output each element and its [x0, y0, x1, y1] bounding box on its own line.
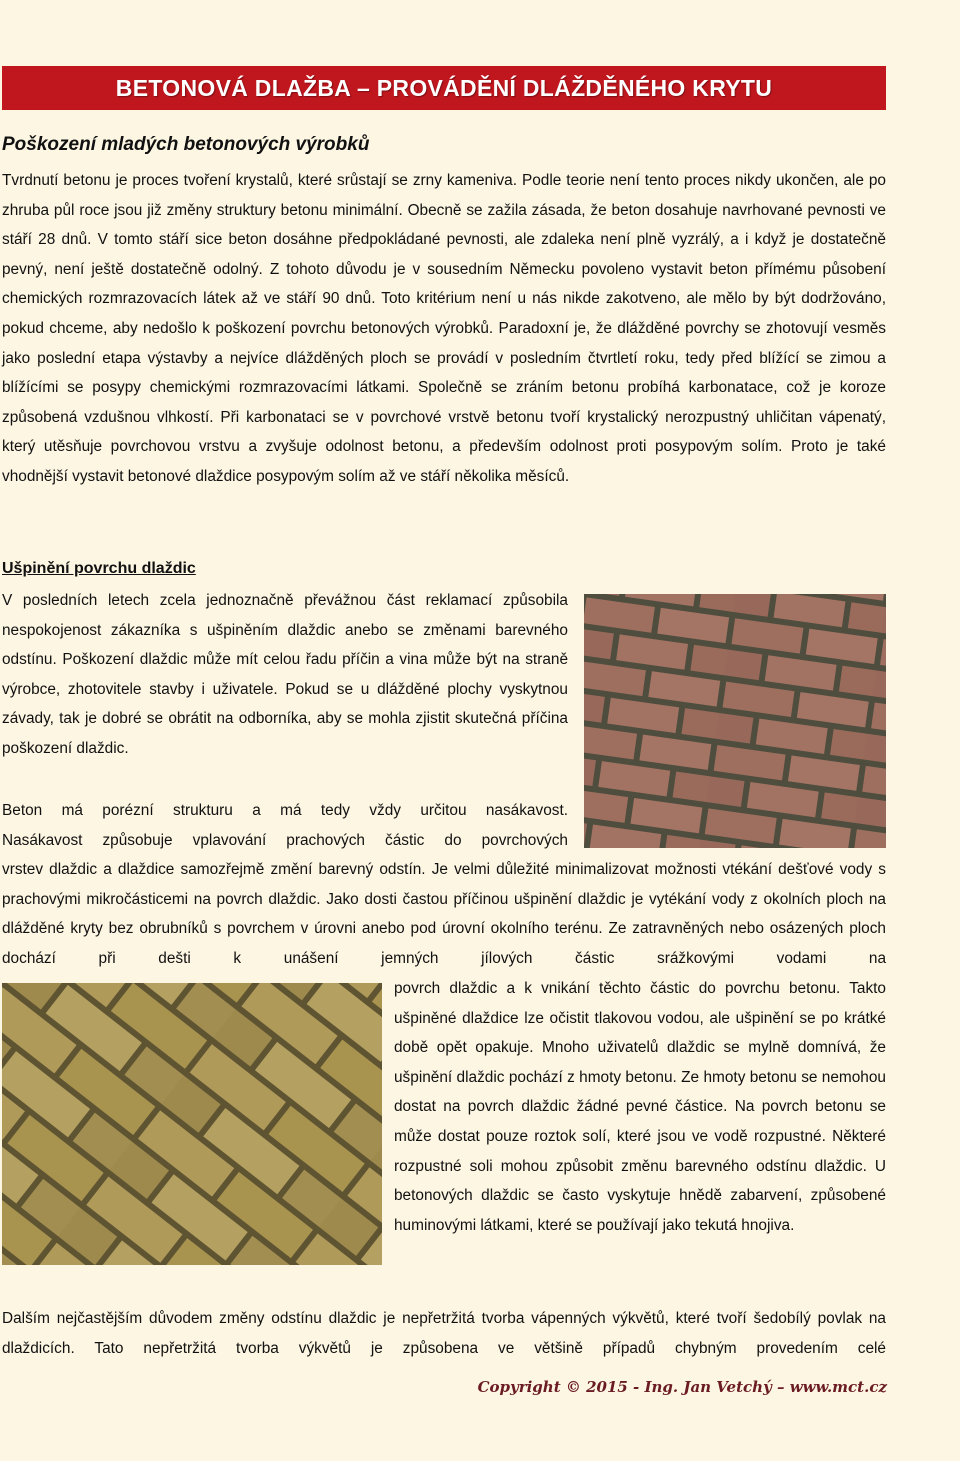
footer-copyright: Copyright © 2015 - Ing. Jan Vetchý – www.mct.cz	[477, 1378, 887, 1396]
yellow-paving-photo	[2, 983, 382, 1265]
paragraph-porosity-start	[2, 796, 568, 855]
section-heading-damage: Poškození mladých betonových výrobků	[2, 134, 370, 155]
porosity-line-2: Nasákavost způsobuje vplavování prachových částic do povrchových	[2, 831, 568, 849]
porosity-line-1: Beton má porézní strukturu a má tedy vždy určitou nasákavost.	[2, 802, 568, 819]
paragraph-complaints: V posledních letech zcela jednoznačně převážnou část reklamací způsobila nespokojenost zákazníka s ušpiněním dlaždic anebo se změnami barevného odstínu. Poškození dlaždic může mít celou řadu příčin a vina může být na straně výrobce, zhotovitele stavby i uživatele. Pokud se u dlážděné plochy vyskytnou závady, tak je dobré se obrátit na odborníka, aby se mohla zjistit skutečná příčina poškození dlaždic.	[2, 592, 568, 757]
paragraph-porosity-full: vrstev dlaždic a dlaždice samozřejmě změní barevný odstín. Je velmi důležité minimalizovat možnosti vtékání dešťové vody s prachovými mikročásticemi na povrch dlaždic. Jako dosti častou příčinou ušpinění dlaždic je vytékání vody z okolních ploch na dlážděné kryty bez obrubníků s povrchem v úrovni anebo pod úrovní okolního terénu. Ze zatravněných nebo osázených ploch dochází při dešti k unášení jemných jílových částic srážkovými vodami na	[2, 861, 886, 967]
title-banner	[2, 66, 886, 110]
paragraph-hardening: Tvrdnutí betonu je proces tvoření krystalů, které srůstají se zrny kameniva. Podle teorie není tento proces nikdy ukončen, ale po zhruba půl roce jsou již změny struktury betonu minimální. Obecně se zažila zásada, že beton dosahuje navrhované pevnosti ve stáří 28 dnů. V tomto stáří sice beton dosáhne předpokládané pevnosti, ale zdaleka není plně vyzrálý, a i když je dostatečně pevný, není ještě dostatečně odolný. Z tohoto důvodu je v sousedním Německu povoleno vystavit beton přímému působení chemických rozmrazovacích látek až ve stáří 90 dnů. Toto kritérium není u nás nikde zakotveno, ale mělo by být dodržováno, pokud chceme, aby nedošlo k poškození povrchu betonových výrobků. Paradoxní je, že dlážděné povrchy se zhotovují vesměs jako poslední etapa výstavby a nejvíce dlážděných ploch se provádí v posledním čtvrtletí roku, tedy před blížící se zimou a blížícími se posypy chemickými rozmrazovacími látkami. Společně se zráním betonu probíhá karbonatace, což je koroze způsobená vzdušnou vlhkostí. Při karbonataci se v povrchové vrstvě betonu tvoří krystalický nerozpustný uhličitan vápenatý, který utěsňuje povrchovou vrstvu a zvyšuje odolnost betonu, a především odolnost proti posypovým solím. Proto je také vhodnější vystavit betonové dlaždice posypovým solím až ve stáří několika měsíců.	[2, 172, 886, 485]
red-paving-photo	[584, 594, 886, 848]
page-title: BETONOVÁ DLAŽBA – PROVÁDĚNÍ DLÁŽDĚNÉHO KRYTU	[115, 74, 773, 101]
section-heading-soiling: Ušpinění povrchu dlaždic	[2, 560, 196, 577]
paragraph-efflorescence: Dalším nejčastějším důvodem změny odstínu dlaždic je nepřetržitá tvorba vápenných výkvětů, které tvoří šedobílý povlak na dlaždicích. Tato nepřetržitá tvorba výkvětů je způsobena ve většině případů chybným provedením celé	[2, 1310, 886, 1357]
paragraph-porosity-right: povrch dlaždic a k vnikání těchto částic do povrchu betonu. Takto ušpiněné dlaždice lze očistit tlakovou vodou, ale ušpinění se po krátké době opět opakuje. Mnoho uživatelů dlaždic se mylně domnívá, že ušpinění dlaždic pochází z hmoty betonu. Ze hmoty betonu se nemohou dostat na povrch dlaždic žádné pevné částice. Na povrch betonu se může dostat pouze roztok solí, které jsou ve vodě rozpustné. Některé rozpustné soli mohou způsobit změnu barevného odstínu dlaždic. U betonových dlaždic se často vyskytuje hnědě zabarvení, způsobené huminovými látkami, které se používají jako tekutá hnojiva.	[394, 980, 886, 1234]
